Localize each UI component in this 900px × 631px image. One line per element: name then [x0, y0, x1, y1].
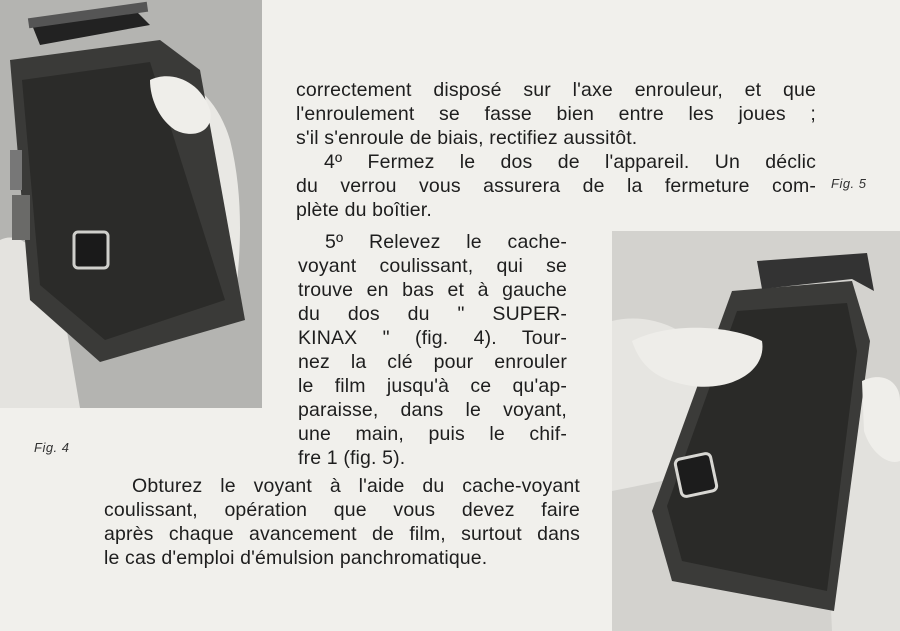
text-line: après chaque avancement de film, surtout dans [104, 523, 580, 545]
text-line: plète du boîtier. [296, 199, 432, 221]
text-line: l'enroulement se fasse bien entre les joues ; [296, 103, 816, 125]
text-line: voyant coulissant, qui se [298, 255, 567, 277]
text-line: nez la clé pour enrouler [298, 351, 567, 373]
figure-5-photo [612, 231, 900, 631]
figure-4-caption: Fig. 4 [34, 440, 70, 455]
figure-4-photo [0, 0, 262, 408]
text-line: le cas d'emploi d'émulsion panchromatique. [104, 547, 488, 569]
text-line: KINAX " (fig. 4). Tour- [298, 327, 567, 349]
text-line: 5º Relevez le cache- [325, 231, 567, 253]
text-line: s'il s'enroule de biais, rectifiez aussitôt. [296, 127, 638, 149]
text-line: Obturez le voyant à l'aide du cache-voyant [132, 475, 580, 497]
text-line: une main, puis le chif- [298, 423, 567, 445]
camera-window-illustration [612, 231, 900, 631]
camera-back-illustration [0, 0, 262, 408]
figure-5-caption: Fig. 5 [831, 176, 867, 191]
text-line: le film jusqu'à ce qu'ap- [298, 375, 567, 397]
text-line: correctement disposé sur l'axe enrouleur, et que [296, 79, 816, 101]
text-line: 4º Fermez le dos de l'appareil. Un déclic [324, 151, 816, 173]
text-line: du dos du " SUPER- [298, 303, 567, 325]
text-line: coulissant, opération que vous devez faire [104, 499, 580, 521]
text-line: du verrou vous assurera de la fermeture com- [296, 175, 816, 197]
text-line: paraisse, dans le voyant, [298, 399, 567, 421]
text-line: fre 1 (fig. 5). [298, 447, 406, 469]
text-line: trouve en bas et à gauche [298, 279, 567, 301]
